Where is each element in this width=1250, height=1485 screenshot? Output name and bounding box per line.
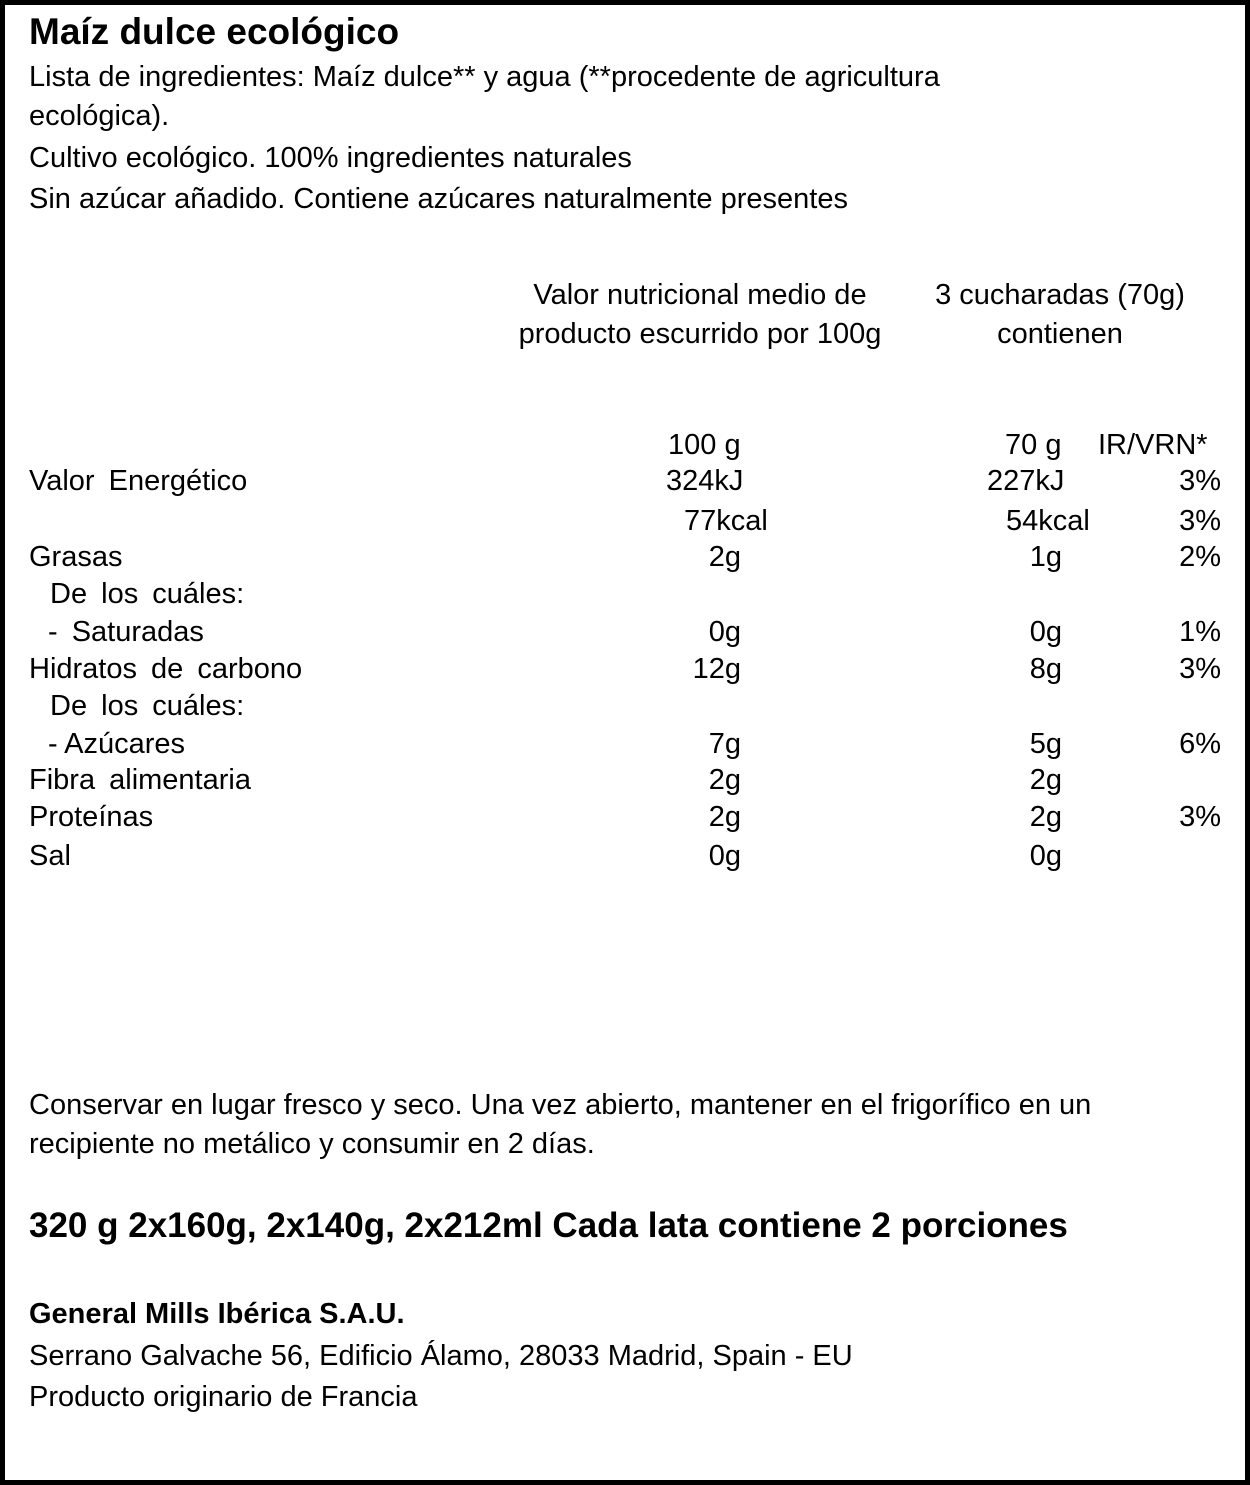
row-ir: 3% xyxy=(1179,465,1221,497)
col-header-portion: 3 cucharadas (70g) contienen xyxy=(935,279,1185,350)
subheader-100g: 100 g xyxy=(668,429,741,461)
row-per70: 1g xyxy=(1029,541,1062,573)
claim-no-sugar: Sin azúcar añadido. Contiene azúcares naturalmente presentes xyxy=(29,183,848,215)
row-per100: 2g xyxy=(708,541,741,573)
ingredients-line-2: ecológica). xyxy=(29,100,170,132)
row-per70: 0g xyxy=(1029,840,1062,872)
row-ir: 2% xyxy=(1179,541,1221,573)
product-title: Maíz dulce ecológico xyxy=(29,11,400,52)
row-ir: 3% xyxy=(1179,801,1221,833)
row-ir: 6% xyxy=(1179,728,1221,760)
row-label: Fibra alimentaria xyxy=(29,764,251,796)
company-name: General Mills Ibérica S.A.U. xyxy=(29,1298,405,1330)
row-label: Hidratos de carbono xyxy=(29,653,303,685)
ingredients-line-1: Lista de ingredientes: Maíz dulce** y agua (**procedente de agricultura xyxy=(29,61,940,93)
storage-line-1: Conservar en lugar fresco y seco. Una vez abierto, mantener en el frigorífico en un xyxy=(29,1089,1092,1121)
col-header-per-100g: Valor nutricional medio de producto escurrido por 100g xyxy=(518,279,882,350)
storage-line-2: recipiente no metálico y consumir en 2 días. xyxy=(29,1128,595,1160)
subheader-70g: 70 g xyxy=(1005,429,1062,461)
package-info: 320 g 2x160g, 2x140g, 2x212ml Cada lata contiene 2 porciones xyxy=(29,1206,1068,1245)
row-per100: 2g xyxy=(708,764,741,796)
row-per100: 12g xyxy=(692,653,741,685)
row-per100: 0g xyxy=(708,840,741,872)
row-per100: 2g xyxy=(708,801,741,833)
row-per100: 7g xyxy=(708,728,741,760)
row-per70: 2g xyxy=(1029,764,1062,796)
row-label: De los cuáles: xyxy=(50,578,245,610)
row-per70: 8g xyxy=(1029,653,1062,685)
company-address: Serrano Galvache 56, Edificio Álamo, 28033 Madrid, Spain - EU xyxy=(29,1340,853,1372)
row-per70: 227kJ xyxy=(987,465,1065,497)
row-ir: 1% xyxy=(1179,616,1221,648)
row-label: Proteínas xyxy=(29,801,154,833)
row-label: Grasas xyxy=(29,541,123,573)
claim-organic: Cultivo ecológico. 100% ingredientes naturales xyxy=(29,142,632,174)
row-per100: 0g xyxy=(708,616,741,648)
row-label: - Azúcares xyxy=(48,728,185,760)
row-per70: 2g xyxy=(1029,801,1062,833)
row-per70: 0g xyxy=(1029,616,1062,648)
subheader-ir-vrn: IR/VRN* xyxy=(1098,429,1208,461)
row-ir: 3% xyxy=(1179,505,1221,537)
row-per100: 77kcal xyxy=(684,505,768,537)
row-per70: 5g xyxy=(1029,728,1062,760)
row-label: Sal xyxy=(29,840,71,872)
row-label: - Saturadas xyxy=(48,616,204,648)
row-label: De los cuáles: xyxy=(50,690,245,722)
row-label: Valor Energético xyxy=(29,465,248,497)
product-origin: Producto originario de Francia xyxy=(29,1381,418,1413)
row-ir: 3% xyxy=(1179,653,1221,685)
row-per70: 54kcal xyxy=(1006,505,1090,537)
row-per100: 324kJ xyxy=(666,465,744,497)
